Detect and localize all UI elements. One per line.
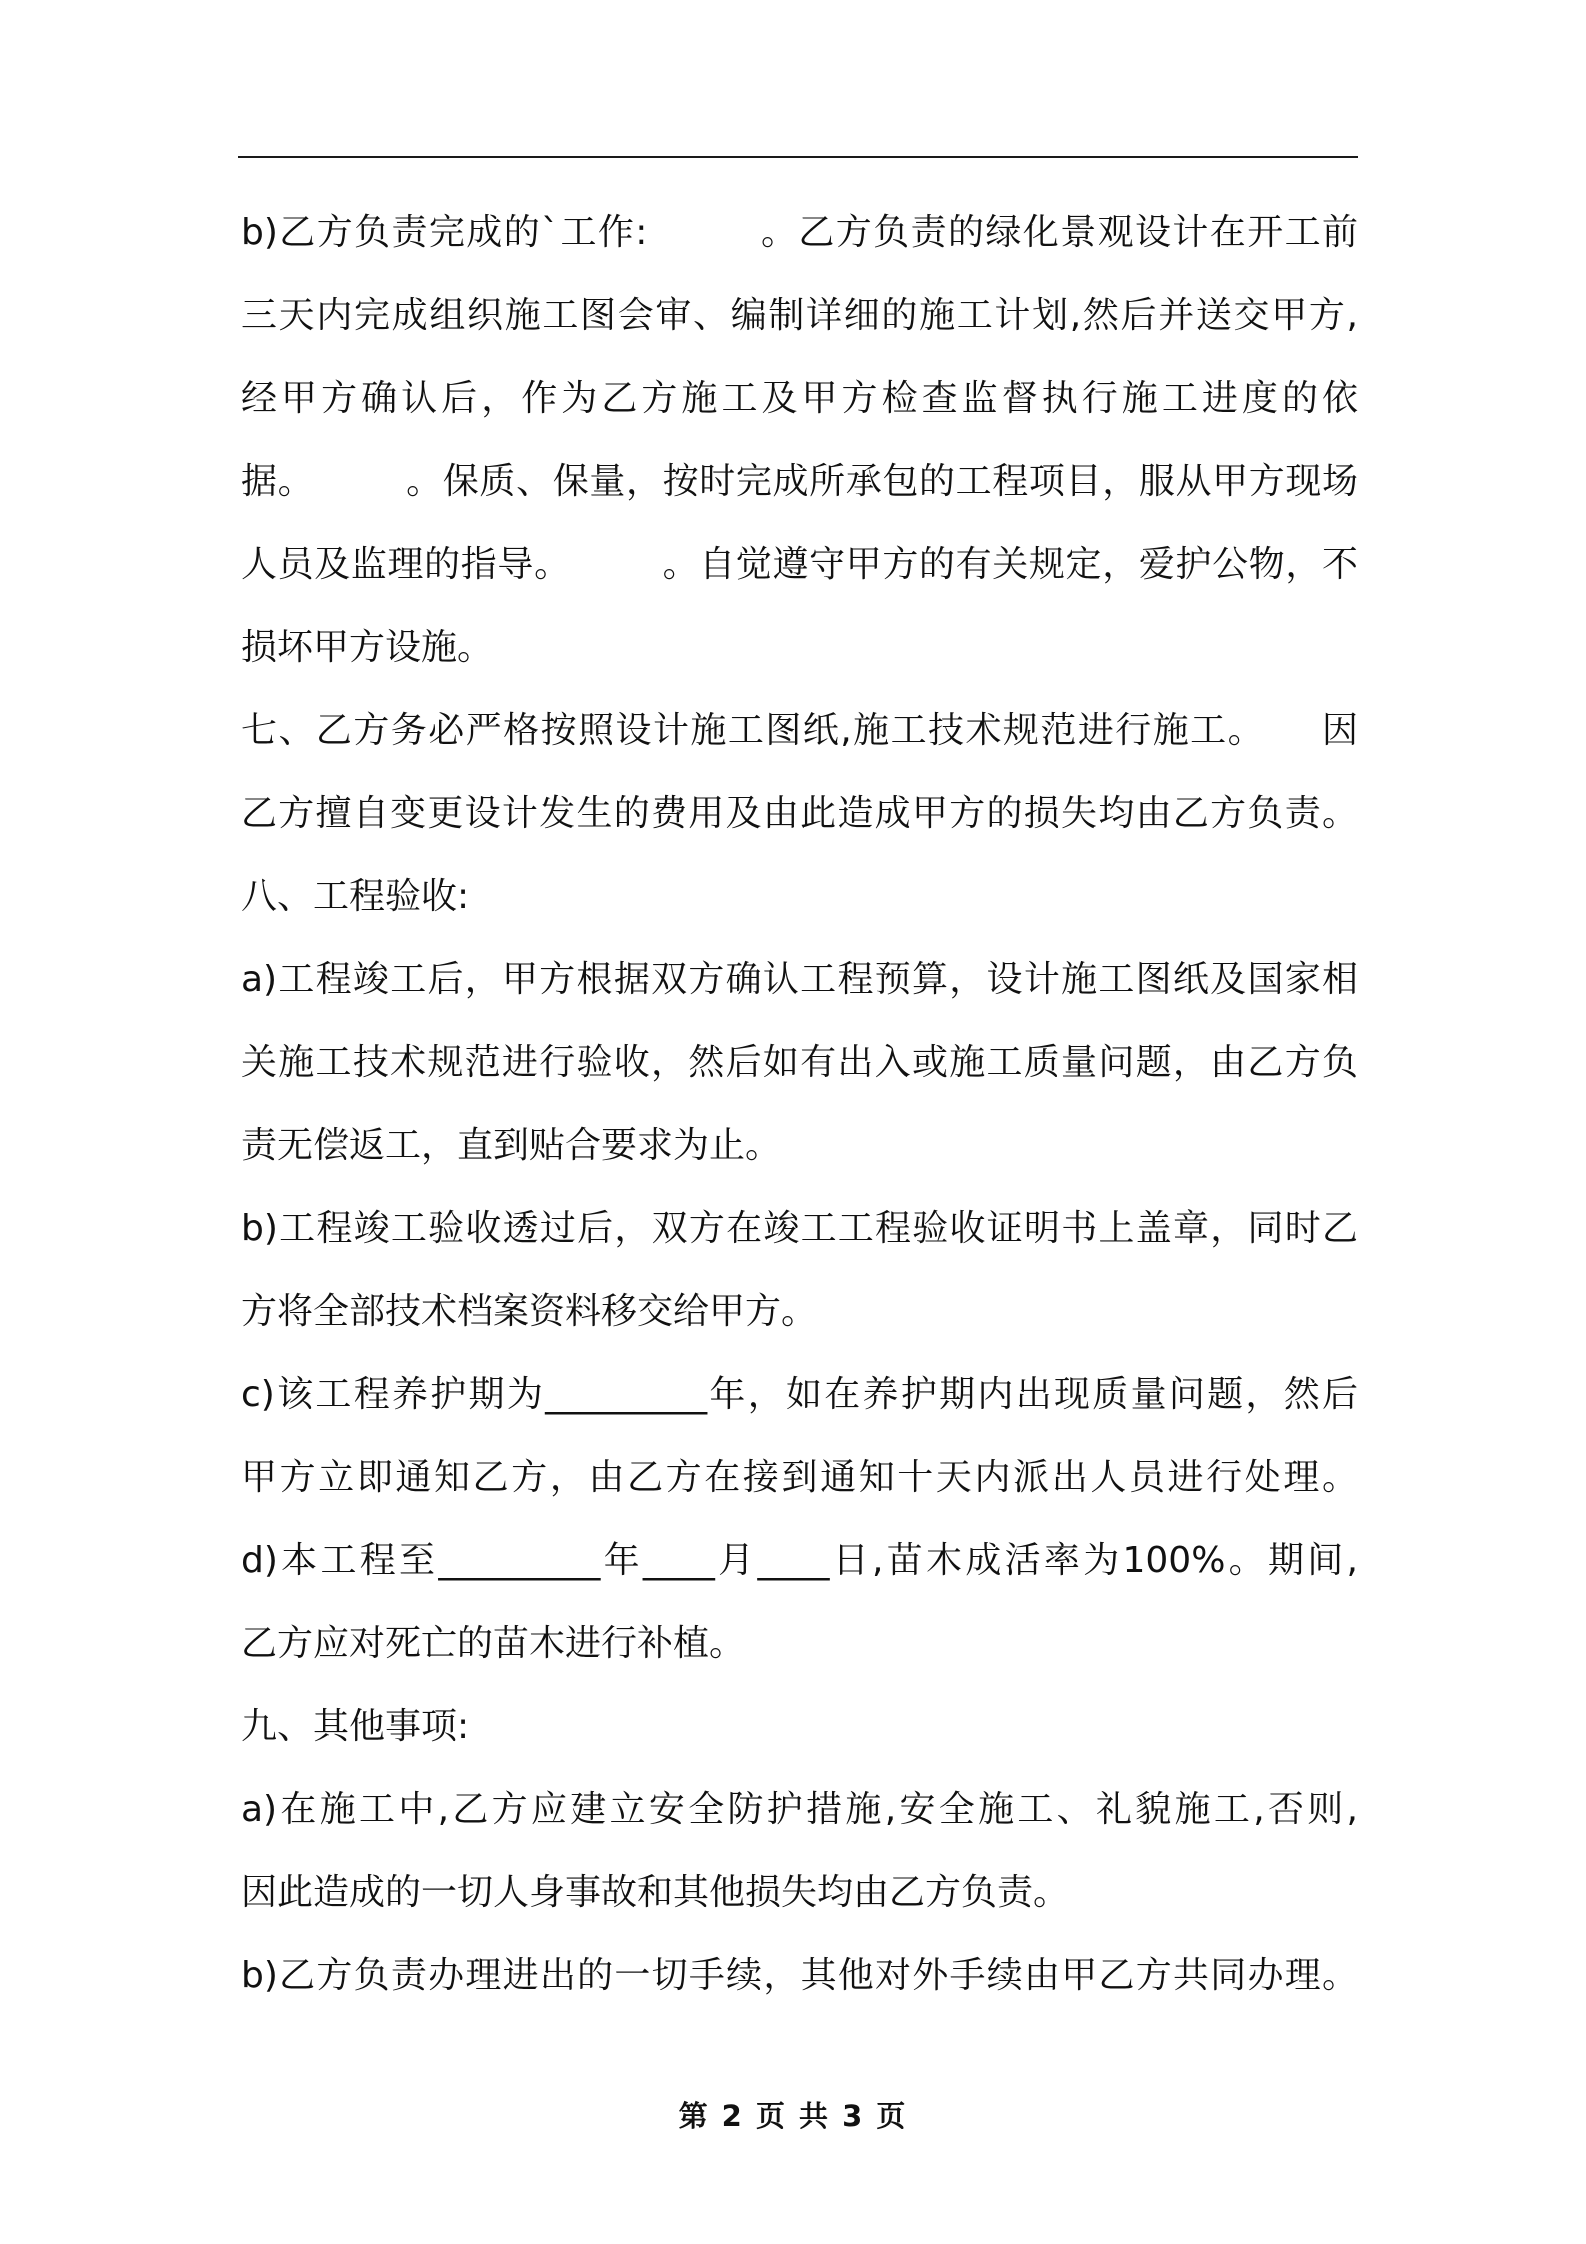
text-line: 因此造成的一切人身事故和其他损失均由乙方负责。 — [241, 1872, 1070, 1913]
text-line: 方将全部技术档案资料移交给甲方。 — [241, 1291, 818, 1332]
text-line: 人员及监理的指导。 。自觉遵守甲方的有关规定，爱护公物，不 — [241, 544, 1358, 585]
text-line: 乙方擅自变更设计发生的费用及由此造成甲方的损失均由乙方负责。 — [241, 793, 1358, 834]
section-heading: 九、其他事项: — [241, 1706, 470, 1747]
text-line: b)工程竣工验收透过后，双方在竣工工程验收证明书上盖章，同时乙 — [241, 1208, 1358, 1249]
text-line: 三天内完成组织施工图会审、编制详细的施工计划,然后并送交甲方, — [241, 295, 1358, 336]
text-line: 甲方立即通知乙方，由乙方在接到通知十天内派出人员进行处理。 — [241, 1457, 1358, 1498]
section-heading: 八、工程验收: — [241, 876, 470, 917]
text-line: 责无偿返工，直到贴合要求为止。 — [241, 1125, 782, 1166]
header-rule — [238, 156, 1358, 158]
text-line: 经甲方确认后，作为乙方施工及甲方检查监督执行施工进度的依 — [241, 378, 1358, 419]
document-body — [241, 191, 1358, 2017]
text-line: b)乙方负责完成的`工作: 。乙方负责的绿化景观设计在开工前 — [241, 212, 1358, 253]
text-line: c)该工程养护期为_________年，如在养护期内出现质量问题，然后 — [241, 1374, 1358, 1415]
text-line: d)本工程至_________年____月____日,苗木成活率为100%。期间, — [241, 1540, 1358, 1581]
text-line: 损坏甲方设施。 — [241, 627, 494, 668]
text-line: 乙方应对死亡的苗木进行补植。 — [241, 1623, 746, 1664]
text-line: 关施工技术规范进行验收，然后如有出入或施工质量问题，由乙方负 — [241, 1042, 1358, 1083]
text-line: a)工程竣工后，甲方根据双方确认工程预算，设计施工图纸及国家相 — [241, 959, 1358, 1000]
text-line: b)乙方负责办理进出的一切手续，其他对外手续由甲乙方共同办理。 — [241, 1955, 1358, 1996]
text-line: a)在施工中,乙方应建立安全防护措施,安全施工、礼貌施工,否则, — [241, 1789, 1358, 1830]
page-number: 第 2 页 共 3 页 — [678, 2099, 908, 2133]
text-line: 七、乙方务必严格按照设计施工图纸,施工技术规范进行施工。 因 — [241, 710, 1358, 751]
text-line: 据。 。保质、保量，按时完成所承包的工程项目，服从甲方现场 — [241, 461, 1358, 502]
